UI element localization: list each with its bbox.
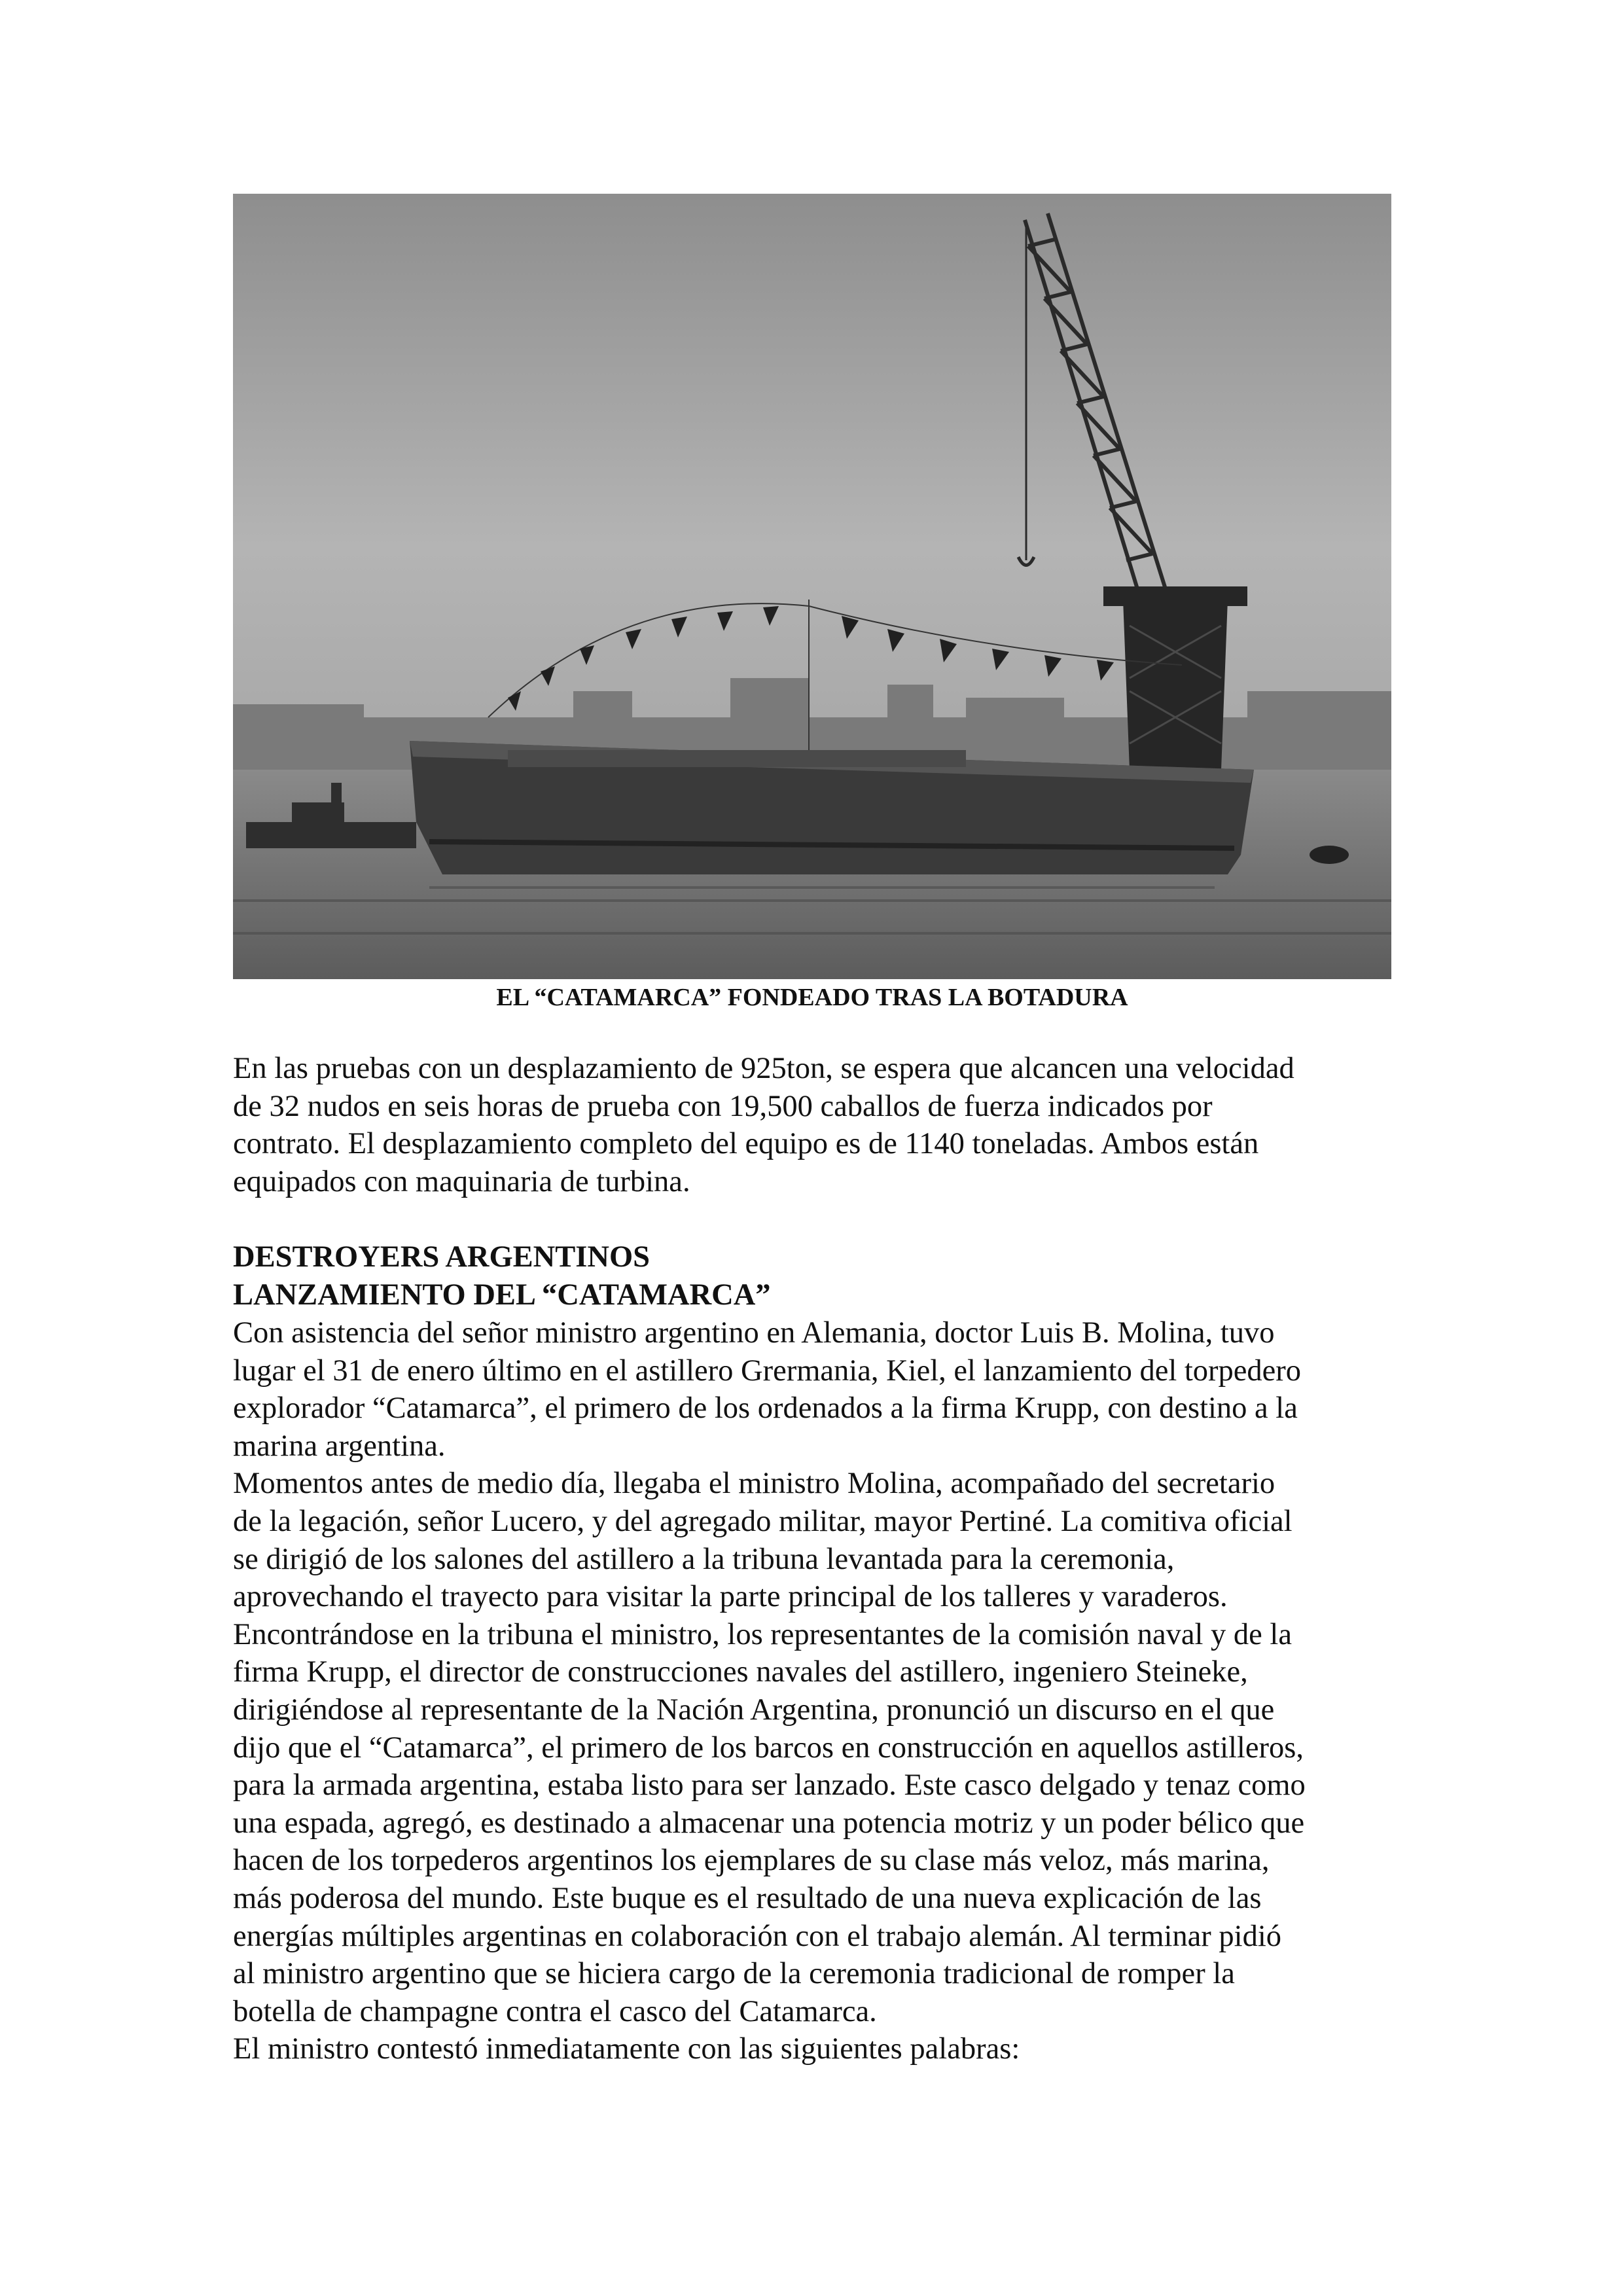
section-heading (233, 1238, 1391, 1314)
article-line: más poderosa del mundo. Este buque es el resultado de una nueva explicación de las (233, 1881, 1262, 1915)
article-line: dijo que el “Catamarca”, el primero de los barcos en construcción en aquellos astilleros, (233, 1731, 1304, 1765)
section-heading-line-1: DESTROYERS ARGENTINOS (233, 1240, 650, 1274)
article-line: El ministro contestó inmediatamente con las siguientes palabras: (233, 2032, 1020, 2066)
article-line: hacen de los torpederos argentinos los ejemplares de su clase más veloz, más marina, (233, 1844, 1270, 1878)
section-heading-line-2: LANZAMIENTO DEL “CATAMARCA” (233, 1278, 771, 1312)
article-line: lugar el 31 de enero último en el astillero Grermania, Kiel, el lanzamiento del torpedero (233, 1354, 1302, 1388)
article-line: al ministro argentino que se hiciera cargo de la ceremonia tradicional de romper la (233, 1957, 1235, 1991)
intro-paragraph (233, 1050, 1391, 1200)
article-line: aprovechando el trayecto para visitar la parte principal de los talleres y varaderos. (233, 1580, 1228, 1614)
article-line: Encontrándose en la tribuna el ministro, los representantes de la comisión naval y de la (233, 1617, 1292, 1651)
intro-line: contrato. El desplazamiento completo del equipo es de 1140 toneladas. Ambos están (233, 1127, 1259, 1161)
ship-photo-illustration (233, 194, 1391, 979)
article-body (233, 1314, 1391, 2068)
article-line: de la legación, señor Lucero, y del agregado militar, mayor Pertiné. La comitiva oficial (233, 1504, 1293, 1538)
ship-photo (233, 194, 1391, 979)
article-line: energías múltiples argentinas en colaboración con el trabajo alemán. Al terminar pidió (233, 1919, 1282, 1953)
intro-line: En las pruebas con un desplazamiento de 925ton, se espera que alcancen una velocidad (233, 1052, 1294, 1085)
intro-line: equipados con maquinaria de turbina. (233, 1164, 690, 1198)
article-line: botella de champagne contra el casco del Catamarca. (233, 1994, 877, 2028)
photo-caption: EL “CATAMARCA” FONDEADO TRAS LA BOTADURA (496, 984, 1128, 1011)
article-line: para la armada argentina, estaba listo para ser lanzado. Este casco delgado y tenaz como (233, 1768, 1306, 1803)
article-line: firma Krupp, el director de construcciones navales del astillero, ingeniero Steineke, (233, 1655, 1248, 1689)
article-line: Con asistencia del señor ministro argentino en Alemania, doctor Luis B. Molina, tuvo (233, 1316, 1275, 1350)
article-line: Momentos antes de medio día, llegaba el ministro Molina, acompañado del secretario (233, 1467, 1275, 1501)
article-line: una espada, agregó, es destinado a almacenar una potencia motriz y un poder bélico que (233, 1806, 1305, 1840)
article-line: se dirigió de los salones del astillero a la tribuna levantada para la ceremonia, (233, 1542, 1175, 1576)
intro-line: de 32 nudos en seis horas de prueba con 19,500 caballos de fuerza indicados por (233, 1089, 1213, 1123)
buoy (1310, 846, 1349, 864)
article-line: explorador “Catamarca”, el primero de los ordenados a la firma Krupp, con destino a la (233, 1391, 1298, 1426)
article-line: marina argentina. (233, 1429, 446, 1463)
article-line: dirigiéndose al representante de la Nación Argentina, pronunció un discurso en el que (233, 1693, 1275, 1727)
